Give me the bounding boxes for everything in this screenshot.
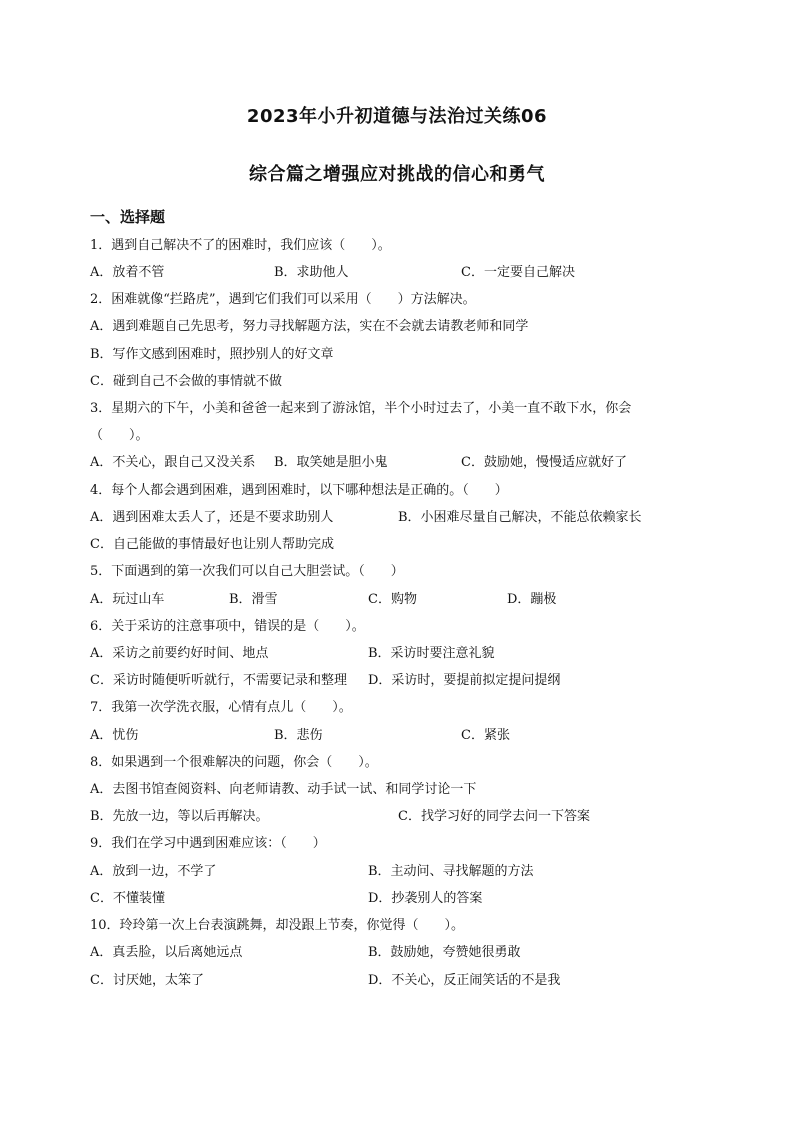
question-2-option-a: A．遇到难题自己先思考，努力寻找解题方法，实在不会就去请教老师和同学 xyxy=(90,319,529,334)
question-6-option-c: C．采访时随便听听就行，不需要记录和整理 xyxy=(90,673,347,688)
question-3-stem-continued: （ ）。 xyxy=(90,428,149,443)
question-6-option-d: D．采访时，要提前拟定提问提纲 xyxy=(368,673,561,688)
question-8-stem: 8．如果遇到一个很难解决的问题，你会（ ）。 xyxy=(90,755,378,770)
question-5-option-d: D．蹦极 xyxy=(507,592,557,607)
question-5-option-a: A．玩过山车 xyxy=(90,592,165,607)
question-5-option-b: B．滑雪 xyxy=(229,592,278,607)
question-9-option-b: B．主动问、寻找解题的方法 xyxy=(368,864,534,879)
question-10-option-a: A．真丢脸，以后离她远点 xyxy=(90,945,243,960)
question-8-option-b: B．先放一边，等以后再解决。 xyxy=(90,809,269,824)
question-1-option-a: A．放着不管 xyxy=(90,265,165,280)
question-9-option-d: D．抄袭别人的答案 xyxy=(368,891,483,906)
question-2-option-b: B．写作文感到困难时，照抄别人的好文章 xyxy=(90,347,334,362)
question-1-option-c: C．一定要自己解决 xyxy=(461,265,575,280)
question-7-stem: 7．我第一次学洗衣服，心情有点儿（ ）。 xyxy=(90,700,352,715)
document-title: 2023年小升初道德与法治过关练06 xyxy=(246,106,548,127)
question-3-option-a: A．不关心，跟自己又没关系 xyxy=(90,455,256,470)
question-6-option-b: B．采访时要注意礼貌 xyxy=(368,646,495,661)
question-4-option-a: A．遇到困难太丢人了，还是不要求助别人 xyxy=(90,510,334,525)
question-3-option-b: B．取笑她是胆小鬼 xyxy=(274,455,388,470)
question-1-option-b: B．求助他人 xyxy=(274,265,349,280)
question-8-option-a: A．去图书馆查阅资料、向老师请教、动手试一试、和同学讨论一下 xyxy=(90,782,477,797)
question-7-option-b: B．悲伤 xyxy=(274,728,323,743)
question-5-option-c: C．购物 xyxy=(368,592,417,607)
question-9-option-c: C．不懂装懂 xyxy=(90,891,165,906)
question-10-option-b: B．鼓励她，夸赞她很勇敢 xyxy=(368,945,521,960)
question-10-option-c: C．讨厌她，太笨了 xyxy=(90,973,204,988)
question-10-stem: 10．玲玲第一次上台表演跳舞，却没跟上节奏，你觉得（ ）。 xyxy=(90,918,465,933)
question-4-option-c: C．自己能做的事情最好也让别人帮助完成 xyxy=(90,537,334,552)
question-3-stem: 3．星期六的下午，小美和爸爸一起来到了游泳馆，半个小时过去了，小美一直不敢下水，你会 xyxy=(90,401,632,416)
document-subtitle: 综合篇之增强应对挑战的信心和勇气 xyxy=(249,164,545,185)
question-9-stem: 9．我们在学习中遇到困难应该：（ ） xyxy=(90,836,326,851)
question-10-option-d: D．不关心，反正闹笑话的不是我 xyxy=(368,973,561,988)
question-9-option-a: A．放到一边，不学了 xyxy=(90,864,217,879)
section-heading: 一、选择题 xyxy=(90,208,166,226)
question-6-stem: 6．关于采访的注意事项中，错误的是（ ）。 xyxy=(90,619,365,634)
question-4-option-b: B．小困难尽量自己解决，不能总依赖家长 xyxy=(398,510,642,525)
question-1-stem: 1．遇到自己解决不了的困难时，我们应该（ ）。 xyxy=(90,238,391,253)
question-7-option-a: A．忧伤 xyxy=(90,728,139,743)
question-2-stem: 2．困难就像“拦路虎”，遇到它们我们可以采用（ ）方法解决。 xyxy=(90,292,476,307)
question-8-option-c: C．找学习好的同学去问一下答案 xyxy=(398,809,590,824)
question-2-option-c: C．碰到自己不会做的事情就不做 xyxy=(90,374,282,389)
question-3-option-c: C．鼓励她，慢慢适应就好了 xyxy=(461,455,627,470)
question-4-stem: 4．每个人都会遇到困难，遇到困难时，以下哪种想法是正确的。（ ） xyxy=(90,483,508,498)
question-7-option-c: C．紧张 xyxy=(461,728,510,743)
question-5-stem: 5．下面遇到的第一次我们可以自己大胆尝试。（ ） xyxy=(90,564,404,579)
question-6-option-a: A．采访之前要约好时间、地点 xyxy=(90,646,269,661)
